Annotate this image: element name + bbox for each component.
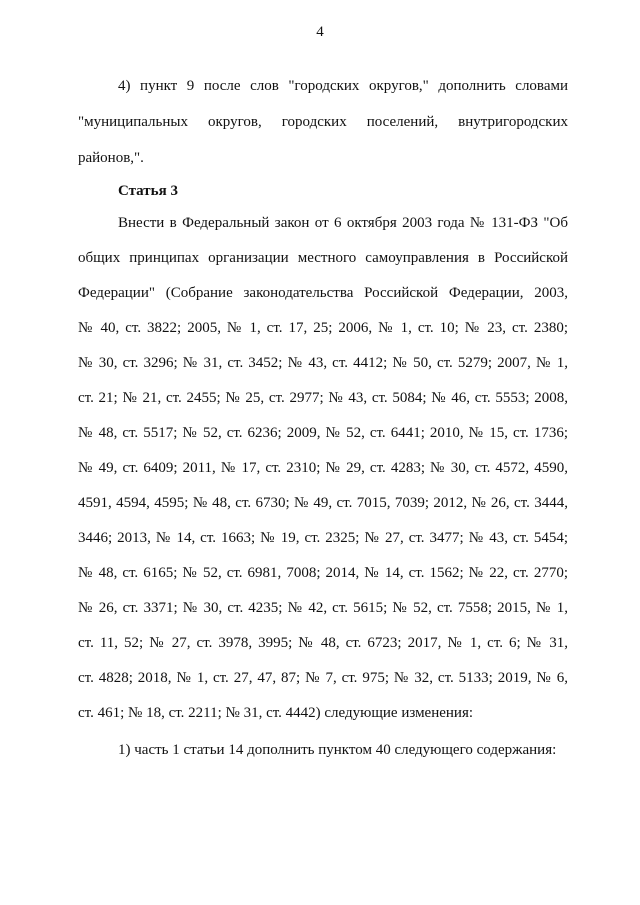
page-number: 4 [316,24,324,40]
paragraph-2-line-9: 4591, 4594, 4595; № 48, ст. 6730; № 49, ст. 7015, 7039; 2012, № 26, ст. 3444, [78,495,568,511]
paragraph-2-line-14: ст. 4828; 2018, № 1, ст. 27, 47, 87; № 7, ст. 975; № 32, ст. 5133; 2019, № 6, [78,670,568,686]
article-heading: Статья 3 [118,183,178,199]
paragraph-3-line-1: 1) часть 1 статьи 14 дополнить пунктом 40 следующего содержания: [118,742,557,758]
paragraph-1-line-3: районов,". [78,150,144,166]
paragraph-2-line-4: № 40, ст. 3822; 2005, № 1, ст. 17, 25; 2006, № 1, ст. 10; № 23, ст. 2380; [78,320,568,336]
paragraph-2-line-2: общих принципах организации местного самоуправления в Российской [78,250,568,266]
paragraph-2-line-5: № 30, ст. 3296; № 31, ст. 3452; № 43, ст. 4412; № 50, ст. 5279; 2007, № 1, [78,355,568,371]
paragraph-1-line-2: "муниципальных округов, городских поселений, внутригородских [78,114,568,130]
paragraph-2-line-3: Федерации" (Собрание законодательства Российской Федерации, 2003, [78,285,568,301]
paragraph-2-line-8: № 49, ст. 6409; 2011, № 17, ст. 2310; № 29, ст. 4283; № 30, ст. 4572, 4590, [78,460,568,476]
paragraph-1-line-1: 4) пункт 9 после слов "городских округов," дополнить словами [118,78,568,94]
paragraph-2-line-11: № 48, ст. 6165; № 52, ст. 6981, 7008; 2014, № 14, ст. 1562; № 22, ст. 2770; [78,565,568,581]
paragraph-2-line-7: № 48, ст. 5517; № 52, ст. 6236; 2009, № 52, ст. 6441; 2010, № 15, ст. 1736; [78,425,568,441]
paragraph-2-line-6: ст. 21; № 21, ст. 2455; № 25, ст. 2977; № 43, ст. 5084; № 46, ст. 5553; 2008, [78,390,568,406]
paragraph-2-line-1: Внести в Федеральный закон от 6 октября 2003 года № 131-ФЗ "Об [118,215,568,231]
paragraph-2-line-13: ст. 11, 52; № 27, ст. 3978, 3995; № 48, ст. 6723; 2017, № 1, ст. 6; № 31, [78,635,568,651]
paragraph-2-line-12: № 26, ст. 3371; № 30, ст. 4235; № 42, ст. 5615; № 52, ст. 7558; 2015, № 1, [78,600,568,616]
paragraph-2-line-15: ст. 461; № 18, ст. 2211; № 31, ст. 4442) следующие изменения: [78,705,474,721]
paragraph-2-line-10: 3446; 2013, № 14, ст. 1663; № 19, ст. 2325; № 27, ст. 3477; № 43, ст. 5454; [78,530,568,546]
